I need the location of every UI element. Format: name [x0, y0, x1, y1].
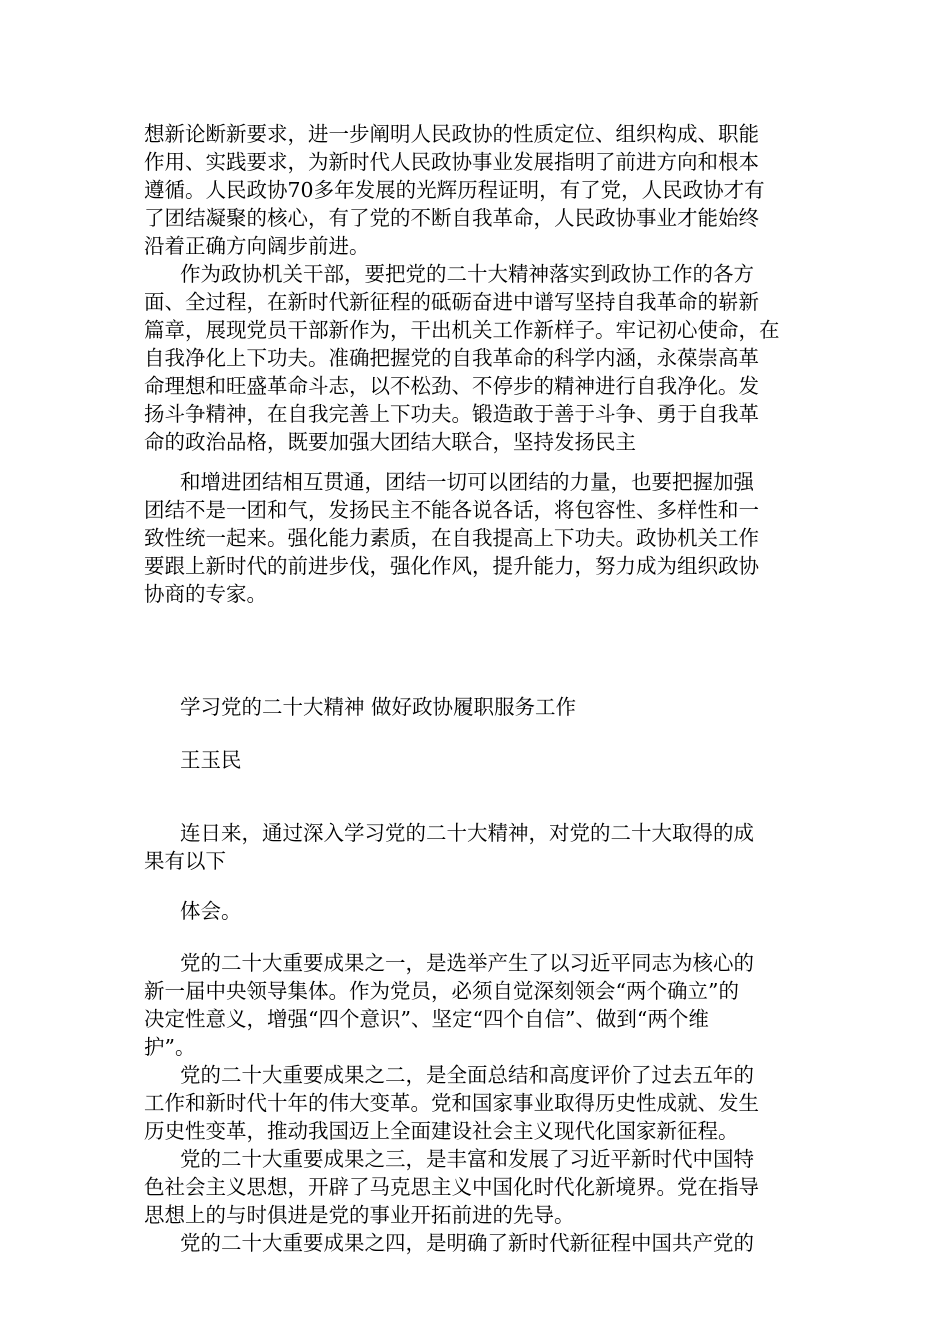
text-line: 想新论断新要求，进一步阐明人民政协的性质定位、组织构成、职能	[144, 122, 759, 146]
standalone-line: 体会。	[180, 899, 242, 923]
text-line: 色社会主义思想，开辟了马克思主义中国化时代化新境界。党在指导	[144, 1175, 759, 1199]
text-line: 连日来，通过深入学习党的二十大精神，对党的二十大取得的成	[180, 821, 754, 845]
text-line: 自我净化上下功夫。准确把握党的自我革命的科学内涵，永葆崇高革	[144, 346, 759, 370]
text-line: 党的二十大重要成果之四，是明确了新时代新征程中国共产党的	[180, 1231, 754, 1255]
text-line: 历史性变革，推动我国迈上全面建设社会主义现代化国家新征程。	[144, 1119, 739, 1143]
text-line: 作为政协机关干部，要把党的二十大精神落实到政协工作的各方	[180, 262, 754, 286]
text-line: 团结不是一团和气，发扬民主不能各说各话，将包容性、多样性和一	[144, 498, 759, 522]
paragraph-block-4	[144, 949, 808, 1257]
paragraph-block-1	[144, 120, 808, 456]
paragraph-block-3	[144, 819, 808, 875]
text-line: 沿着正确方向阔步前进。	[144, 234, 370, 258]
text-line: 工作和新时代十年的伟大变革。党和国家事业取得历史性成就、发生	[144, 1091, 759, 1115]
text-line: 扬斗争精神，在自我完善上下功夫。锻造敢于善于斗争、勇于自我革	[144, 402, 759, 426]
text-line: 党的二十大重要成果之二，是全面总结和高度评价了过去五年的	[180, 1063, 754, 1087]
text-line: 命的政治品格，既要加强大团结大联合，坚持发扬民主	[144, 430, 636, 454]
text-line: 作用、实践要求，为新时代人民政协事业发展指明了前进方向和根本	[144, 150, 759, 174]
text-line: 协商的专家。	[144, 582, 267, 606]
text-line: 篇章，展现党员干部新作为，干出机关工作新样子。牢记初心使命，在	[144, 318, 780, 342]
text-line: 党的二十大重要成果之一，是选举产生了以习近平同志为核心的	[180, 951, 754, 975]
text-line: 新一届中央领导集体。作为党员，必须自觉深刻领会“两个确立”的	[144, 979, 739, 1003]
text-line: 致性统一起来。强化能力素质，在自我提高上下功夫。政协机关工作	[144, 526, 759, 550]
text-line: 果有以下	[144, 849, 226, 873]
text-line: 命理想和旺盛革命斗志，以不松劲、不停步的精神进行自我净化。发	[144, 374, 759, 398]
text-line: 要跟上新时代的前进步伐，强化作风，提升能力，努力成为组织政协	[144, 554, 759, 578]
text-line: 护”。	[144, 1035, 196, 1059]
text-line: 面、全过程，在新时代新征程的砥砺奋进中谱写坚持自我革命的崭新	[144, 290, 759, 314]
article-title: 学习党的二十大精神 做好政协履职服务工作	[180, 695, 577, 719]
paragraph-block-2	[144, 468, 808, 608]
text-line: 遵循。人民政协70多年发展的光辉历程证明，有了党，人民政协才有	[144, 178, 765, 202]
text-line: 了团结凝聚的核心，有了党的不断自我革命，人民政协事业才能始终	[144, 206, 759, 230]
author-name: 王玉民	[180, 748, 242, 772]
text-line: 决定性意义，增强“四个意识”、坚定“四个自信”、做到“两个维	[144, 1007, 709, 1031]
text-line: 党的二十大重要成果之三，是丰富和发展了习近平新时代中国特	[180, 1147, 754, 1171]
text-line: 思想上的与时俱进是党的事业开拓前进的先导。	[144, 1203, 575, 1227]
text-line: 和增进团结相互贯通，团结一切可以团结的力量，也要把握加强	[180, 470, 754, 494]
